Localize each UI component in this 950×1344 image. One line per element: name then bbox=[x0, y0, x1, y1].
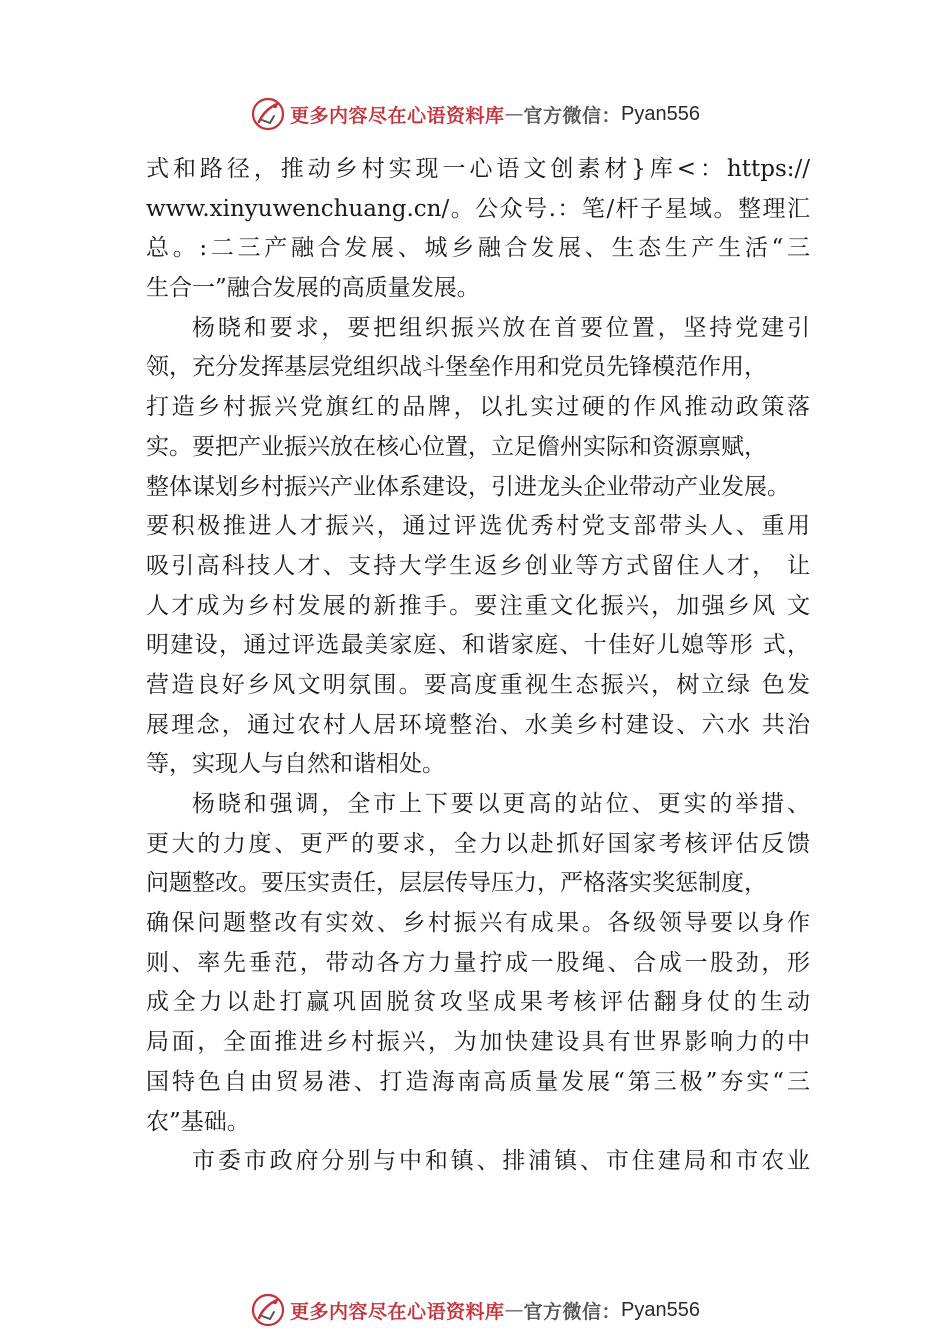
document-body bbox=[146, 150, 810, 1182]
footer-watermark-banner bbox=[0, 1290, 950, 1330]
text-line: 确保问题整改有实效、乡村振兴有成果。各级领导要以身作 bbox=[146, 910, 810, 937]
banner-brand-text: 更多内容尽在心语资料库 bbox=[290, 1300, 505, 1323]
banner-brand-text: 更多内容尽在心语资料库 bbox=[290, 104, 505, 127]
text-line: 总。:二三产融合发展、城乡融合发展、生态生产生活“三 bbox=[146, 235, 810, 262]
text-line: 式和路径，推动乡村实现一心语文创素材}库<：https:// bbox=[146, 156, 810, 182]
text-line: 生合一”融合发展的高质量发展。 bbox=[146, 275, 480, 302]
text-line: www.xinyuwenchuang.cn/。公众号.：笔/杆子星域。整理汇 bbox=[146, 195, 810, 222]
text-line: 国特色自由贸易港、打造海南高质量发展“第三极”夯实“三 bbox=[146, 1068, 810, 1095]
text-line: 则、率先垂范，带动各方力量拧成一股绳、合成一股劲，形 bbox=[146, 949, 810, 976]
paragraph-start-line: 市委市政府分别与中和镇、排浦镇、市住建局和市农业 bbox=[192, 1148, 810, 1175]
header-watermark-banner bbox=[0, 94, 950, 134]
writing-hand-logo-icon bbox=[250, 96, 286, 132]
banner-wechat-id: Pyan556 bbox=[621, 1298, 700, 1321]
text-line: 领，充分发挥基层党组织战斗堡垒作用和党员先锋模范作用， bbox=[146, 354, 767, 381]
text-line: 人才成为乡村发展的新推手。要注重文化振兴，加强乡风 文 bbox=[146, 592, 810, 619]
text-line: 局面，全面推进乡村振兴，为加快建设具有世界影响力的中 bbox=[146, 1029, 810, 1056]
text-line: 等，实现人与自然和谐相处。 bbox=[146, 751, 445, 778]
text-line: 吸引高科技人才、支持大学生返乡创业等方式留住人才， 让 bbox=[146, 552, 810, 579]
text-line: 成全力以赴打赢巩固脱贫攻坚成果考核评估翻身仗的生动 bbox=[146, 989, 810, 1016]
text-line: 展理念，通过农村人居环境整治、水美乡村建设、六水 共治 bbox=[146, 711, 810, 738]
text-line: 更大的力度、更严的要求，全力以赴抓好国家考核评估反馈 bbox=[146, 830, 810, 857]
banner-wechat-label: 官方微信： bbox=[523, 104, 622, 127]
banner-separator: — bbox=[504, 103, 524, 125]
text-line: 打造乡村振兴党旗红的品牌，以扎实过硬的作风推动政策落 bbox=[146, 394, 810, 421]
text-line: 问题整改。要压实责任，层层传导压力，严格落实奖惩制度， bbox=[146, 870, 767, 897]
banner-wechat-label: 官方微信： bbox=[523, 1300, 622, 1323]
text-line: 明建设，通过评选最美家庭、和谐家庭、十佳好儿媳等形 式， bbox=[146, 632, 810, 659]
text-line: 营造良好乡风文明氛围。要高度重视生态振兴，树立绿 色发 bbox=[146, 671, 810, 698]
writing-hand-logo-icon bbox=[250, 1292, 286, 1328]
paragraph-start-line: 杨晓和强调，全市上下要以更高的站位、更实的举措、 bbox=[192, 791, 810, 817]
text-line: 实。要把产业振兴放在核心位置，立足儋州实际和资源禀赋， bbox=[146, 433, 767, 460]
text-line: 整体谋划乡村振兴产业体系建设，引进龙头企业带动产业发展。 bbox=[146, 473, 790, 500]
paragraph-start-line: 杨晓和要求，要把组织振兴放在首要位置，坚持党建引 bbox=[192, 314, 810, 341]
banner-wechat-id: Pyan556 bbox=[621, 102, 700, 125]
banner-separator: — bbox=[504, 1299, 524, 1321]
text-line: 农”基础。 bbox=[146, 1108, 250, 1135]
text-line: 要积极推进人才振兴，通过评选优秀村党支部带头人、重用 bbox=[146, 513, 810, 540]
